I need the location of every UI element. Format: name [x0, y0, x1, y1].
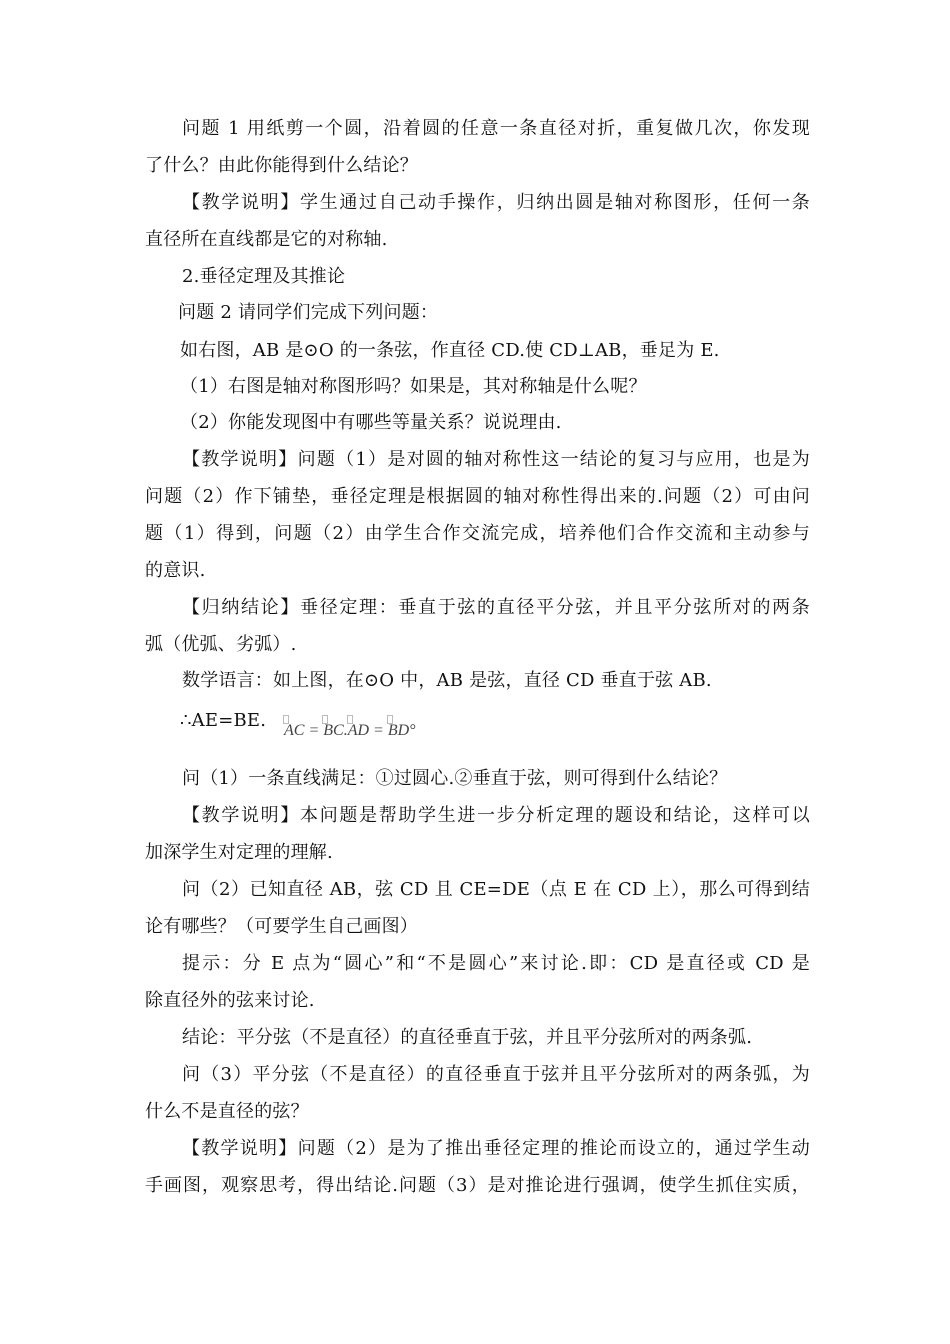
- paragraph-line: 如右图，AB 是⊙O 的一条弦，作直径 CD.使 CD⊥AB，垂足为 E.: [180, 340, 720, 361]
- separator: .: [343, 722, 348, 739]
- paragraph-line: 加深学生对定理的理解.: [145, 842, 333, 863]
- arc-equation: [284, 718, 416, 744]
- equals-sign: =: [304, 722, 324, 739]
- paragraph-line: 问题（2）作下铺垫，垂径定理是根据圆的轴对称性得出来的.问题（2）可由问: [145, 486, 810, 507]
- arc-ad: AD: [348, 718, 369, 744]
- arc-ac: AC: [284, 718, 304, 744]
- paragraph-line: 【归纳结论】垂径定理：垂直于弦的直径平分弦，并且平分弦所对的两条: [182, 597, 810, 618]
- paragraph-line: 问题 1 用纸剪一个圆，沿着圆的任意一条直径对折，重复做几次，你发现: [182, 118, 810, 139]
- paragraph-line: ∴AE=BE.: [180, 710, 267, 731]
- arc-bc: BC: [323, 718, 343, 744]
- paragraph-line: 什么不是直径的弦？: [145, 1101, 309, 1122]
- paragraph-line: 【教学说明】本问题是帮助学生进一步分析定理的题设和结论，这样可以: [182, 805, 810, 826]
- paragraph-line: 论有哪些？（可要学生自己画图）: [145, 916, 418, 937]
- paragraph-line: 除直径外的弦来讨论.: [145, 990, 315, 1011]
- section-heading: 2.垂径定理及其推论: [182, 266, 346, 287]
- paragraph-line: 结论：平分弦（不是直径）的直径垂直于弦，并且平分弦所对的两条弧.: [182, 1027, 753, 1048]
- paragraph-line: 提示：分 E 点为“圆心”和“不是圆心”来讨论.即：CD 是直径或 CD 是: [182, 953, 810, 974]
- paragraph-line: 手画图，观察思考，得出结论.问题（3）是对推论进行强调，使学生抓住实质，: [145, 1175, 810, 1196]
- paragraph-line: 直径所在直线都是它的对称轴.: [145, 229, 388, 250]
- paragraph-line: 题（1）得到，问题（2）由学生合作交流完成，培养他们合作交流和主动参与: [145, 523, 810, 544]
- paragraph-line: （2）你能发现图中有哪些等量关系？说说理由.: [180, 412, 562, 433]
- paragraph-line: 问（1）一条直线满足：①过圆心.②垂直于弦，则可得到什么结论？: [182, 768, 728, 789]
- paragraph-line: 【教学说明】学生通过自己动手操作，归纳出圆是轴对称图形，任何一条: [182, 192, 810, 213]
- paragraph-line: 【教学说明】问题（1）是对圆的轴对称性这一结论的复习与应用，也是为: [182, 449, 810, 470]
- paragraph-line: （1）右图是轴对称图形吗？如果是，其对称轴是什么呢？: [180, 376, 647, 397]
- paragraph-line: 弧（优弧、劣弧）.: [145, 634, 297, 655]
- paragraph-line: 问（3）平分弦（不是直径）的直径垂直于弦并且平分弦所对的两条弧，为: [182, 1064, 810, 1085]
- paragraph-line: 了什么？由此你能得到什么结论？: [145, 155, 418, 176]
- equals-sign: =: [369, 722, 388, 739]
- paragraph-line: 问题 2 请同学们完成下列问题：: [178, 302, 439, 323]
- paragraph-line: 数学语言：如上图，在⊙O 中，AB 是弦，直径 CD 垂直于弦 AB.: [182, 670, 712, 691]
- paragraph-line: 【教学说明】问题（2）是为了推出垂径定理的推论而设立的，通过学生动: [182, 1138, 810, 1159]
- paragraph-line: 的意识.: [145, 560, 206, 581]
- end-mark: °: [409, 722, 416, 739]
- paragraph-line: 问（2）已知直径 AB，弦 CD 且 CE=DE（点 E 在 CD 上），那么可得到结: [182, 879, 810, 900]
- arc-bd: BD: [388, 718, 409, 744]
